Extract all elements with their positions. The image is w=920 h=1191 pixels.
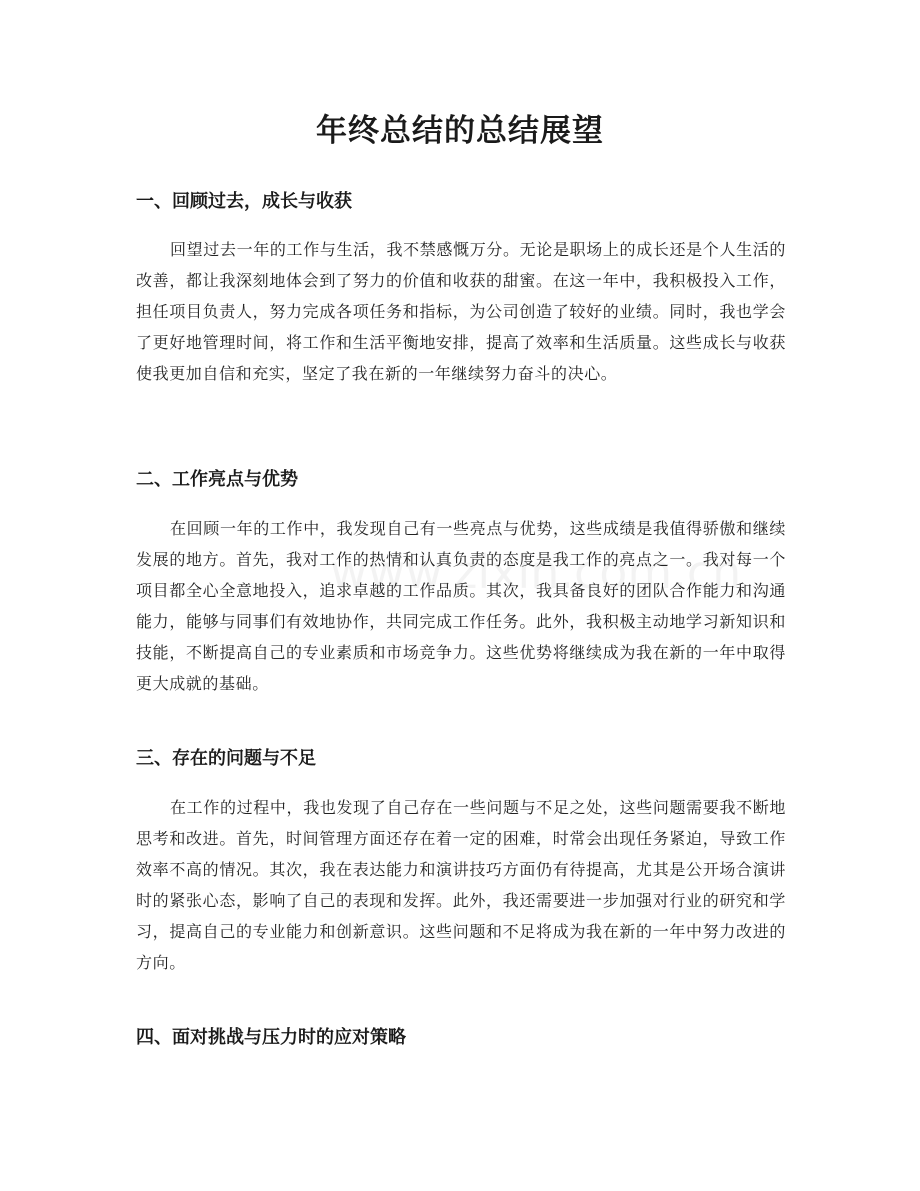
section-1-paragraph: 回望过去一年的工作与生活，我不禁感慨万分。无论是职场上的成长还是个人生活的改善，都让我深刻地体会到了努力的价值和收获的甜蜜。在这一年中，我积极投入工作，担任项目负责人，努力完成各项任务和指标，为公司创造了较好的业绩。同时，我也学会了更好地管理时间，将工作和生活平衡地安排，提高了效率和生活质量。这些成长与收获使我更加自信和充实，坚定了我在新的一年继续努力奋斗的决心。 xyxy=(136,240,786,383)
section-1-heading: 一、回顾过去，成长与收获 xyxy=(136,191,352,212)
section-2-heading: 二、工作亮点与优势 xyxy=(136,469,298,490)
section-2-paragraph: 在回顾一年的工作中，我发现自己有一些亮点与优势，这些成绩是我值得骄傲和继续发展的地方。首先，我对工作的热情和认真负责的态度是我工作的亮点之一。我对每一个项目都全心全意地投入，追求卓越的工作品质。其次，我具备良好的团队合作能力和沟通能力，能够与同事们有效地协作，共同完成工作任务。此外，我积极主动地学习新知识和技能，不断提高自己的专业素质和市场竞争力。这些优势将继续成为我在新的一年中取得更大成就的基础。 xyxy=(136,519,786,693)
section-4-heading: 四、面对挑战与压力时的应对策略 xyxy=(136,1027,406,1048)
section-3-heading: 三、存在的问题与不足 xyxy=(136,748,316,769)
section-3-paragraph: 在工作的过程中，我也发现了自己存在一些问题与不足之处，这些问题需要我不断地思考和改进。首先，时间管理方面还存在着一定的困难，时常会出现任务紧迫，导致工作效率不高的情况。其次，我在表达能力和演讲技巧方面仍有待提高，尤其是公开场合演讲时的紧张心态，影响了自己的表现和发挥。此外，我还需要进一步加强对行业的研究和学习，提高自己的专业能力和创新意识。这些问题和不足将成为我在新的一年中努力改进的方向。 xyxy=(136,798,786,972)
document-title: 年终总结的总结展望 xyxy=(316,113,604,149)
